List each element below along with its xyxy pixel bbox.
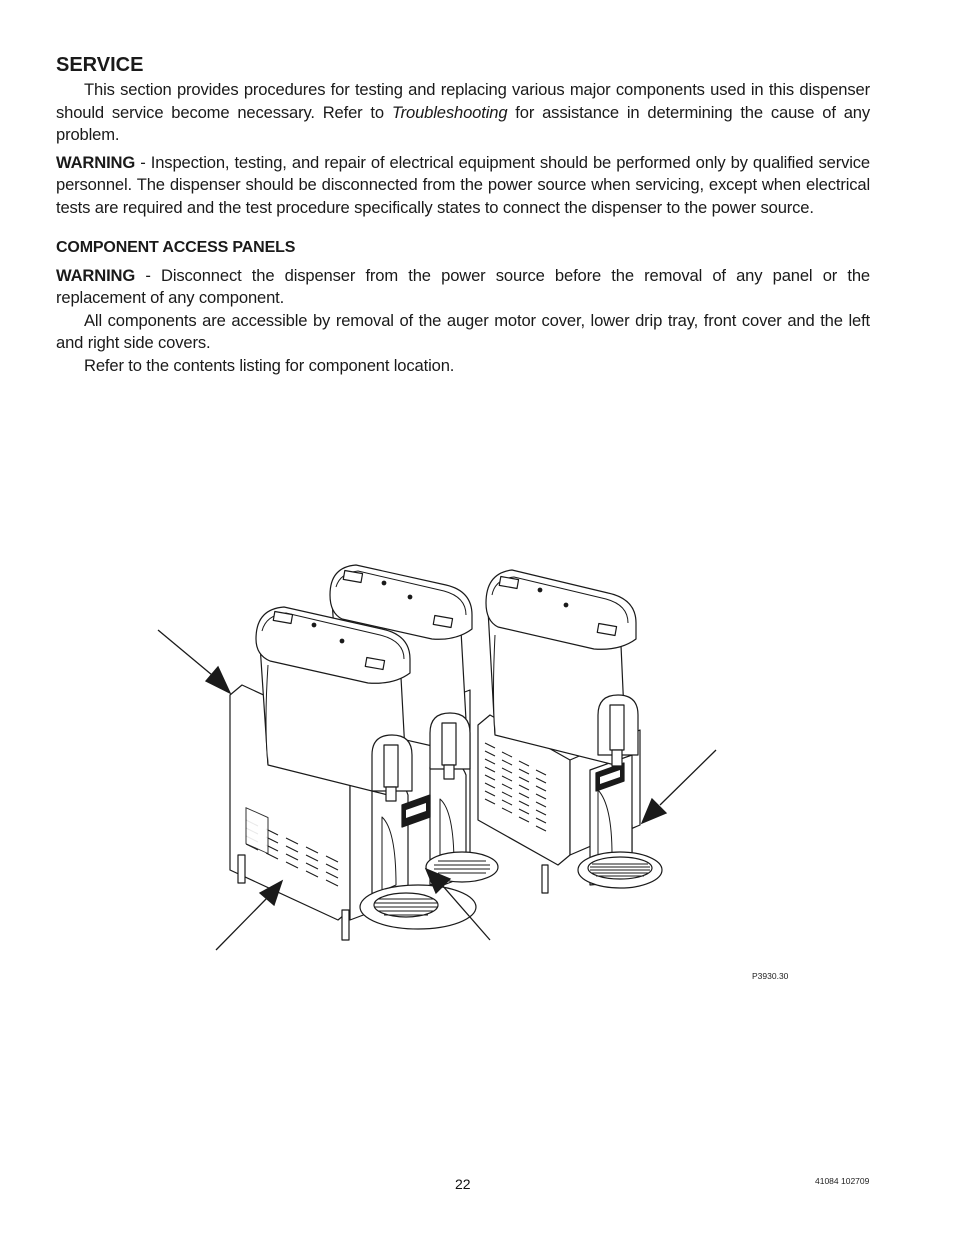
text-content: [56, 52, 870, 378]
single-bowl-dispenser: [478, 570, 662, 893]
page-number: 22: [455, 1176, 471, 1192]
subsection-title: COMPONENT ACCESS PANELS: [56, 238, 296, 256]
dispenser-illustration: [150, 555, 730, 965]
panels-warning-paragraph: [56, 265, 870, 310]
warning-text: - Disconnect the dispenser from the power source before the removal of any panel or the replacement of any component.: [56, 265, 870, 308]
intro-text-a: This section provides procedures for testing and replacing various major components used in this dispenser should service become necessary. Refer to: [56, 80, 870, 122]
service-warning-paragraph: [56, 152, 870, 220]
section-title: SERVICE: [56, 54, 144, 76]
intro-paragraph: [56, 79, 870, 147]
twin-bowl-dispenser: [230, 565, 498, 940]
document-code: 41084 102709: [815, 1176, 870, 1186]
access-paragraph: All components are accessible by removal of the auger motor cover, lower drip tray, front cover and the left and right side covers.: [56, 310, 870, 353]
warning-label: WARNING: [56, 152, 136, 172]
location-paragraph: Refer to the contents listing for component location.: [84, 355, 455, 375]
troubleshooting-reference: Troubleshooting: [391, 102, 508, 122]
warning-text: - Inspection, testing, and repair of electrical equipment should be performed only by qualified service personnel. The dispenser should be disconnected from the power source when servicing, except when electrical tests are required and the test procedure specifically states to connect the dispenser to the power source.: [56, 152, 870, 217]
intro-text-b: for assistance in determining the cause of any problem.: [56, 102, 871, 145]
warning-label: WARNING: [56, 265, 136, 285]
figure-code: P3930.30: [752, 971, 789, 981]
